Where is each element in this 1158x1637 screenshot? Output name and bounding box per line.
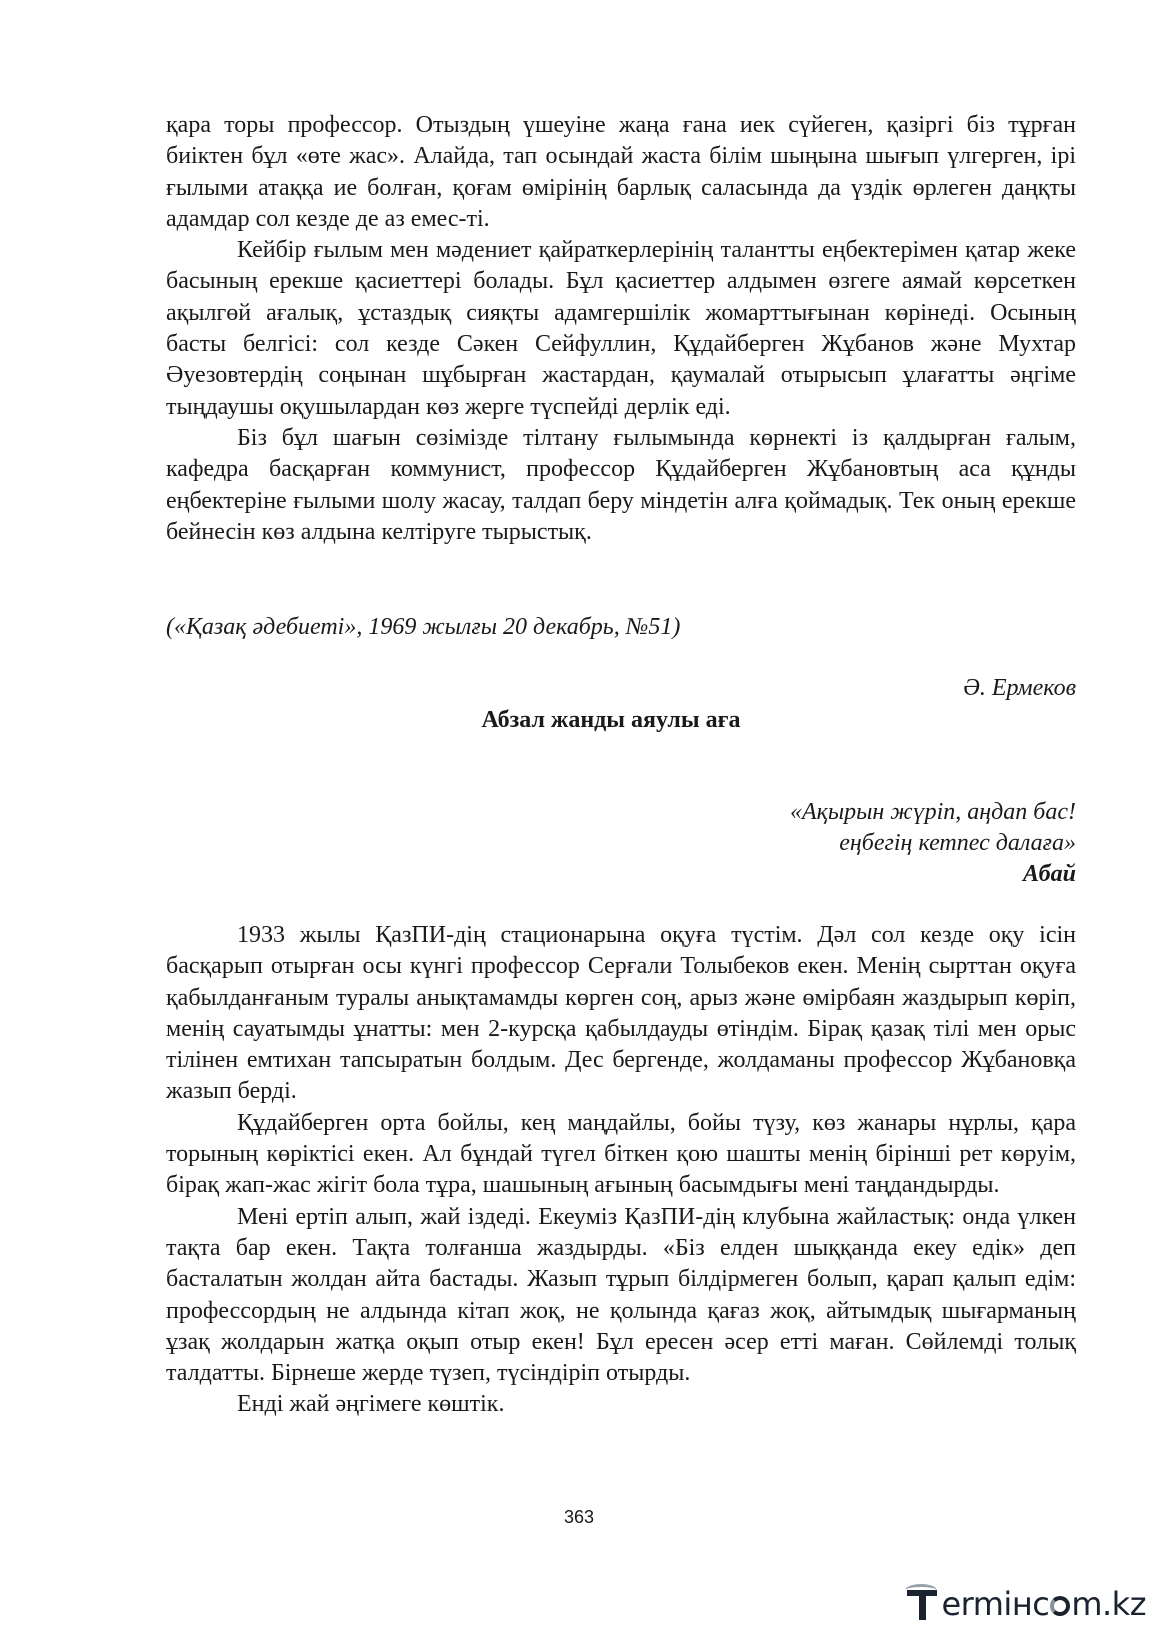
epigraph-line: «Ақырын жүріп, аңдап бас! bbox=[789, 799, 1076, 825]
article-author: Ә. Ермеков bbox=[963, 675, 1076, 701]
paragraph: Мені ертіп алып, жай іздеді. Екеуміз ҚазПИ-дің клубына жайластық: онда үлкен тақта бар екен. Тақта толғанша жаздырды. «Біз елден шыққанда екеу едік» деп басталатын жолдан айта бастады. Жазып тұрып білдірмеген болып, қарап қалып едім: профессордың не алдында кітап жоқ, не қолында қағаз жоқ, айтымдық шығарманың ұзақ жолдарын жатқа оқып отыр екен! Бұл ересен әсер етті маған. Сөйлемді толық талдатты. Бірнеше жерде түзеп, түсіндіріп отырды. bbox=[166, 1203, 1076, 1387]
watermark-text-right: m.kz bbox=[1071, 1585, 1146, 1623]
body-text-bottom bbox=[166, 920, 1076, 1421]
o-ring-icon bbox=[1050, 1596, 1070, 1616]
page-number: 363 bbox=[563, 1507, 595, 1527]
paragraph: 1933 жылы ҚазПИ-дің стационарына оқуға түстім. Дәл сол кезде оқу ісін басқарып отырған осы күнгі профессор Серғали Толыбеков екен. Менің сырттан оқуға қабылданғаным туралы анықтамамды көрген соң, арыз және өмірбаян жаздырып көріп, менің сауатымды ұнатты: мен 2-курсқа қабылдауды өтіндім. Бірақ қазақ тілі мен орыс тілінен емтихан тапсыратын болдым. Дес бергенде, жолдаманы профессор Жұбановқа жазып берді. bbox=[166, 922, 1076, 1105]
paragraph: Енді жай әңгімеге көштік. bbox=[237, 1391, 505, 1418]
paragraph: қара торы профессор. Отыздың үшеуіне жаңа ғана иек сүйеген, қазіргі біз тұрған биіктен бұл «өте жас». Алайда, тап осындай жаста білім шыңына шығып үлгерген, ірі ғылыми атаққа ие болған, қоғам өмірінің барлық саласында да үздік өрлеген даңқты адамдар сол кезде де аз емес-ті. bbox=[166, 112, 1076, 232]
t-letter-logo-icon bbox=[905, 1584, 939, 1624]
article-title: Абзал жанды аяулы аға bbox=[481, 707, 741, 733]
watermark-logo[interactable] bbox=[905, 1582, 1146, 1626]
paragraph: Кейбір ғылым мен мәдениет қайраткерлерінің талантты еңбектерімен қатар жеке басының ерекше қасиеттері болады. Бұл қасиеттер алдымен өзгеге аямай көрсеткен ақылгөй ағалық, ұстаздық сияқты адамгершілік жомарттығынан көрінеді. Осының басты белгісі: сол кезде Сәкен Сейфуллин, Құдайберген Жұбанов және Мухтар Әуезовтердің соңынан шұбырған жастардан, қаумалай отырысып ұлағатты әңгіме тыңдаушы оқушылардан көз жерге түспейді дерлік еді. bbox=[166, 237, 1076, 420]
source-citation: («Қазақ әдебиеті», 1969 жылғы 20 декабрь, №51) bbox=[166, 614, 681, 640]
body-text-top bbox=[166, 110, 1076, 548]
paragraph: Біз бұл шағын сөзімізде тілтану ғылымында көрнекті із қалдырған ғалым, кафедра басқарған коммунист, профессор Құдайберген Жұбановтың аса құнды еңбектеріне ғылыми шолу жасау, талдап беру міндетін алға қоймадық. Тек оның ерекше бейнесін көз алдына келтіруге тырыстық. bbox=[166, 424, 1076, 545]
paragraph: Құдайберген орта бойлы, кең маңдайлы, бойы түзу, көз жанары нұрлы, қара торының көріктісі екен. Ал бұндай түгел біткен қою шашты менің бірінші рет көруім, бірақ жап-жас жігіт бола тұра, шашының ағының басымдығы мені таңдандырды. bbox=[166, 1109, 1076, 1199]
watermark-text-left: ermінc bbox=[941, 1585, 1050, 1623]
epigraph-line: еңбегің кетпес далаға» bbox=[839, 830, 1076, 856]
epigraph-author: Абай bbox=[1023, 861, 1076, 887]
epigraph bbox=[790, 797, 1076, 890]
